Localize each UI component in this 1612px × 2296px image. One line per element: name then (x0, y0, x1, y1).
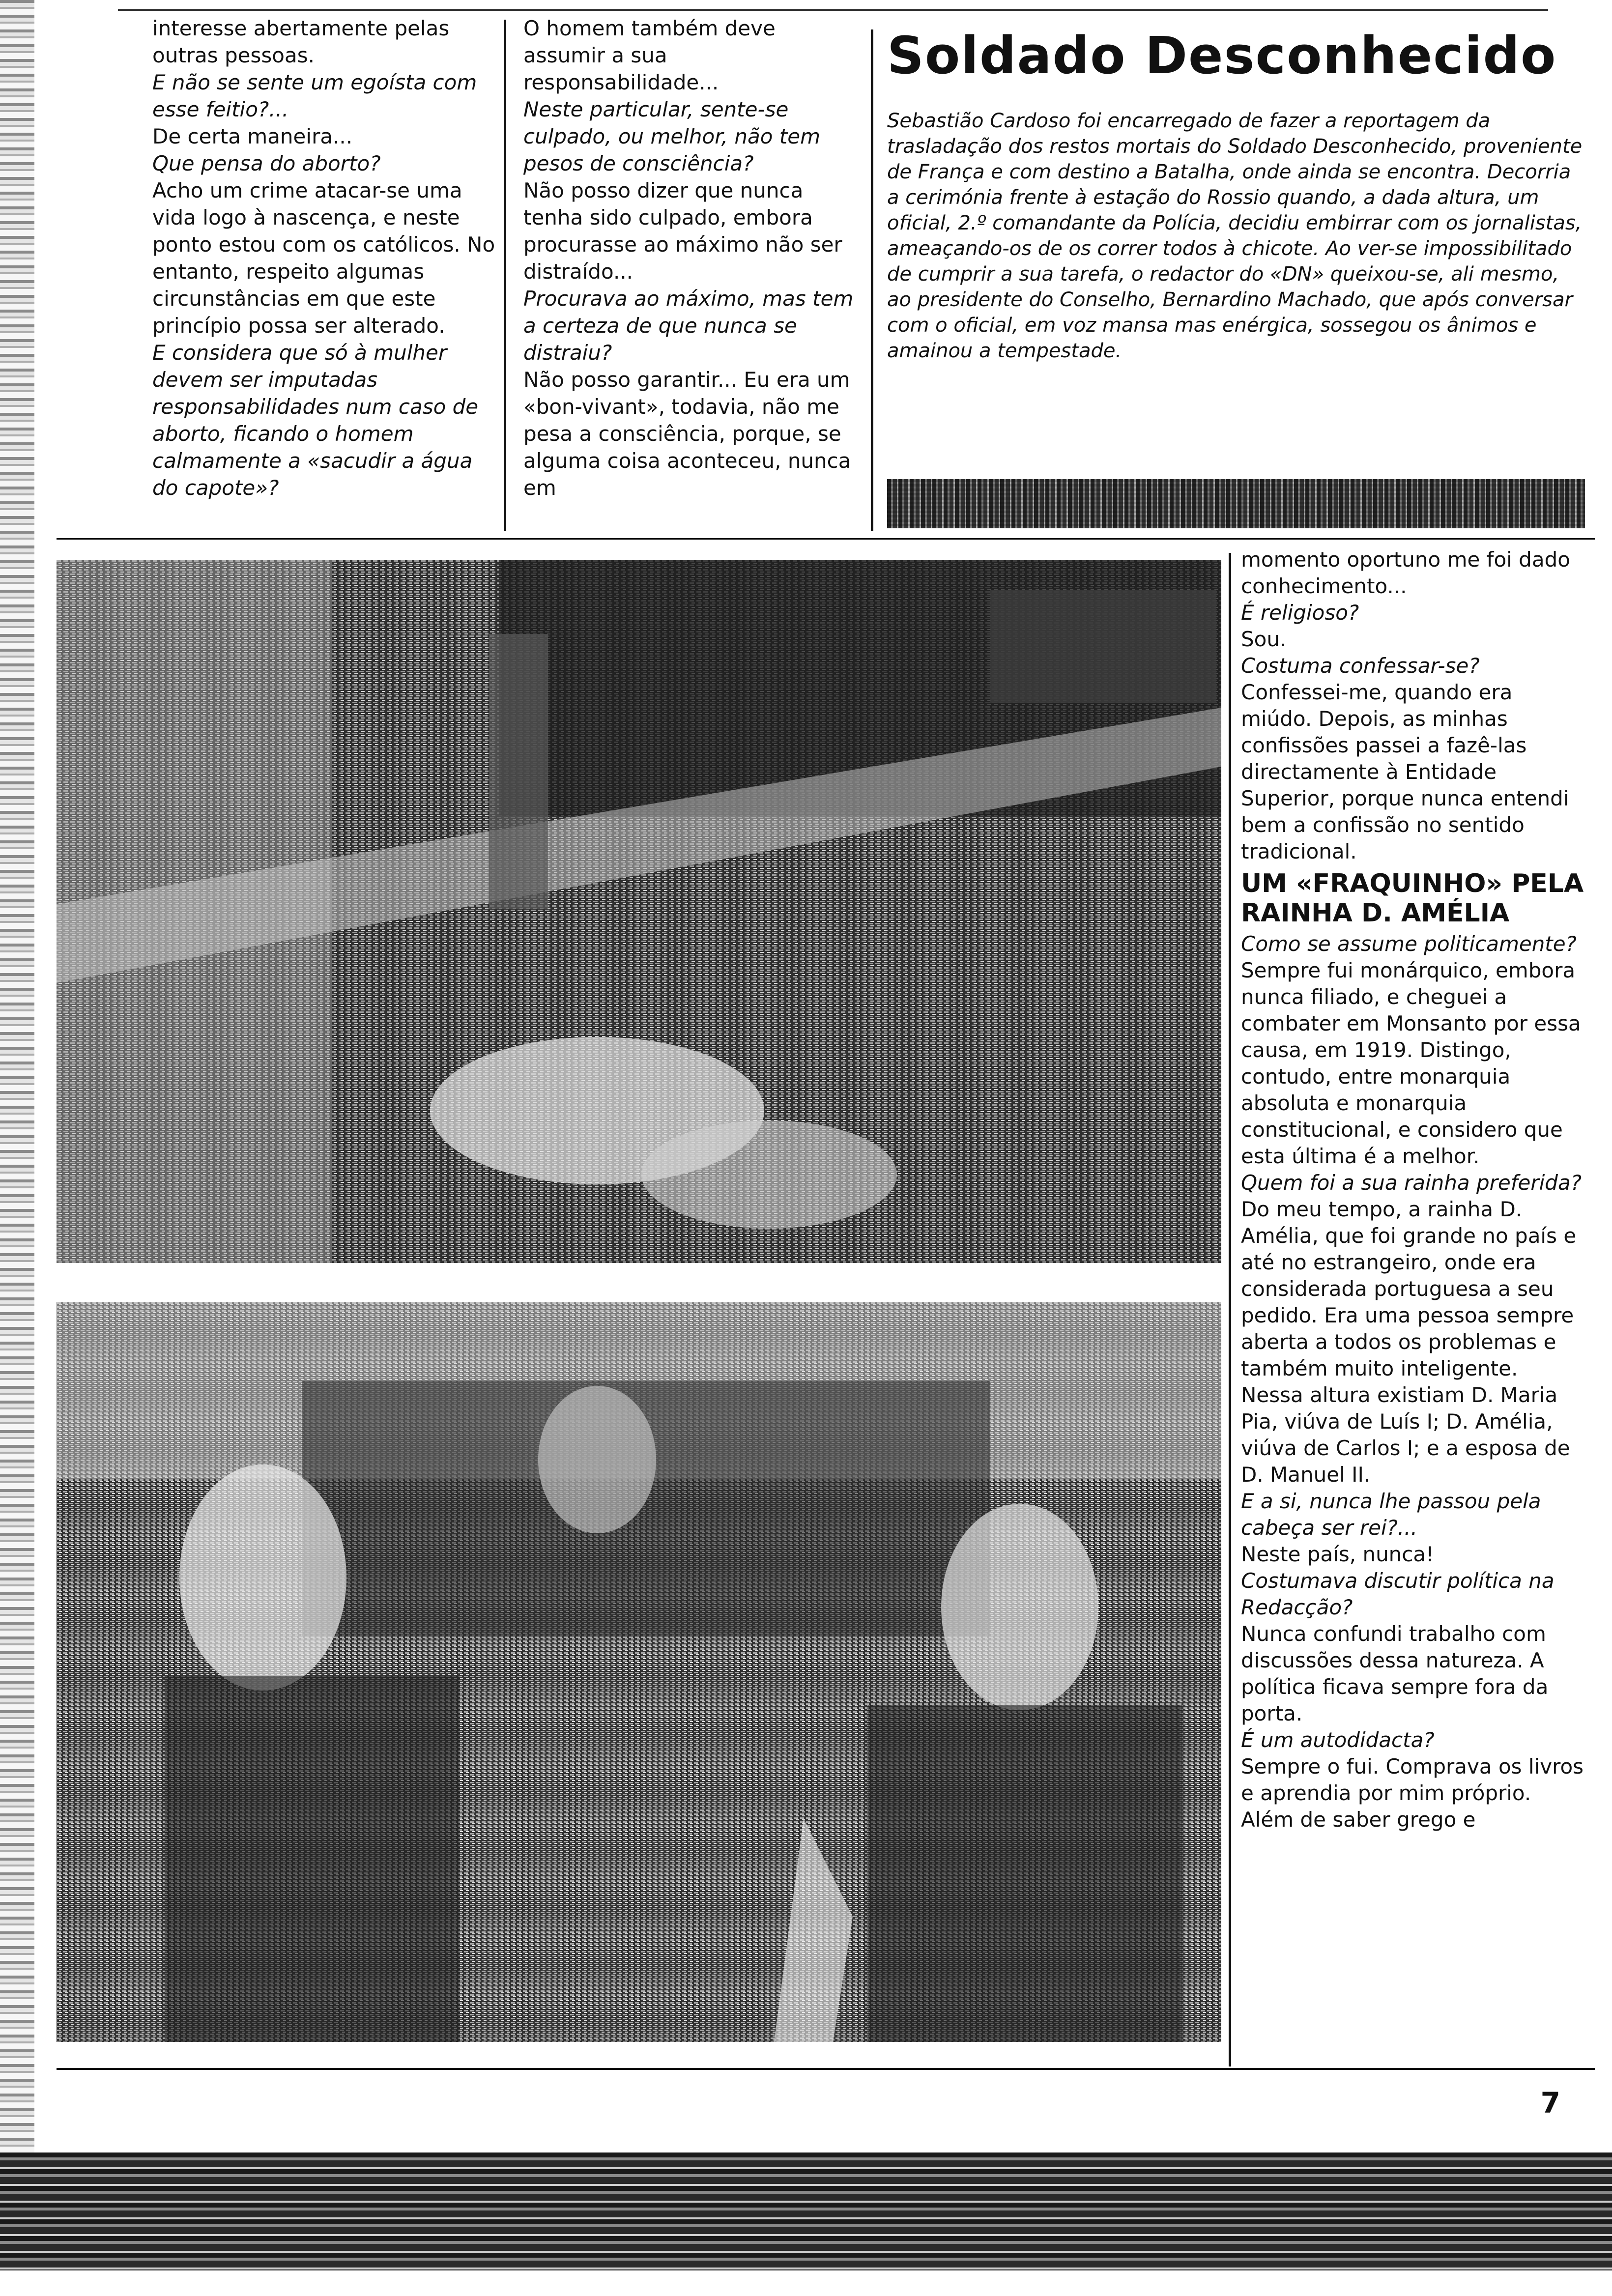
interview-question: Neste particular, sente-se culpado, ou melhor, não tem pesos de consciência? (523, 97, 820, 175)
interview-question: E não se sente um egoísta com esse feitio?... (152, 70, 477, 121)
interview-question: Que pensa do aborto? (152, 151, 381, 175)
interview-answer: Não posso dizer que nunca tenha sido culpado, embora procurasse ao máximo não ser distraído... (523, 178, 842, 284)
interview-column-3-bottom (1241, 931, 1585, 1833)
interview-answer: Sou. (1241, 627, 1287, 651)
column-divider-2 (871, 29, 873, 531)
interview-answer: Do meu tempo, a rainha D. Amélia, que foi grande no país e até no estrangeiro, onde era considerada portuguesa a seu pedido. Era uma pessoa sempre aberta a todos os problemas e também muito inteligente. Nessa altura existiam D. Maria Pia, viúva de Luís I; D. Amélia, viúva de Carlos I; e a esposa de D. Manuel II. (1241, 1197, 1577, 1487)
interview-answer: De certa maneira... (152, 124, 353, 148)
scan-bottom-texture (0, 2152, 1612, 2270)
interview-question: Costuma confessar-se? (1241, 654, 1480, 678)
article-lede: Sebastião Cardoso foi encarregado de fazer a reportagem da trasladação dos restos mortais do Soldado Desconhecido, proveniente de França e com destino a Batalha, onde ainda se encontra. Decorria a cerimónia frente à estação do Rossio quando, a dada altura, um oficial, 2.º comandante da Polícia, decidiu embirrar com os jornalistas, ameaçando-os de os correr todos à chicote. Ao ver-se impossibilitado de cumprir a sua tarefa, o redactor do «DN» queixou-se, ali mesmo, ao presidente do Conselho, Bernardino Machado, que após conversar com o oficial, em voz mansa mas enérgica, sossegou os ânimos e amainou a tempestade. (887, 110, 1583, 362)
interview-question: Procurava ao máximo, mas tem a certeza de que nunca se distraiu? (523, 287, 854, 365)
interview-answer: Confessei-me, quando era miúdo. Depois, as minhas confissões passei a fazê-las directamente à Entidade Superior, porque nunca entendi bem a confissão no sentido tradicional. (1241, 680, 1569, 863)
interview-column-3 (1241, 546, 1585, 1833)
photo-group-portrait (57, 1302, 1221, 2042)
interview-answer: O homem também deve assumir a sua responsabilidade... (523, 16, 776, 94)
page-number: 7 (1540, 2086, 1560, 2120)
interview-answer: momento oportuno me foi dado conhecimento... (1241, 547, 1570, 598)
scan-edge-texture (0, 0, 34, 2152)
interview-answer: Não posso garantir... Eu era um «bon-vivant», todavia, não me pesa a consciência, porque, se alguma coisa aconteceu, nunca em (523, 368, 851, 500)
interview-question: Quem foi a sua rainha preferida? (1241, 1171, 1582, 1195)
interview-question: E a si, nunca lhe passou pela cabeça ser rei?... (1241, 1489, 1541, 1540)
decorative-texture-bar (887, 479, 1585, 528)
interview-answer: interesse abertamente pelas outras pessoas. (152, 16, 450, 67)
article-headline: Soldado Desconhecido (887, 26, 1557, 86)
interview-question: É religioso? (1241, 601, 1359, 625)
interview-column-2 (523, 15, 858, 501)
column-divider-1 (504, 20, 506, 531)
interview-answer: Nunca confundi trabalho com discussões dessa natureza. A política ficava sempre fora da porta. (1241, 1622, 1549, 1725)
interview-question: Costumava discutir política na Redacção? (1241, 1569, 1554, 1619)
interview-answer: Acho um crime atacar-se uma vida logo à nascença, e neste ponto estou com os católicos. No entanto, respeito algumas circunstâncias em que este princípio possa ser alterado. (152, 178, 495, 338)
interview-column-3-top (1241, 546, 1585, 865)
interview-question: E considera que só à mulher devem ser imputadas responsabilidades num caso de aborto, ficando o homem calmamente a «sacudir a água do capote»? (152, 341, 479, 500)
interview-column-1 (152, 15, 496, 501)
column-divider-3 (1229, 553, 1231, 2066)
interview-answer: Sempre fui monárquico, embora nunca filiado, e cheguei a combater em Monsanto por essa causa, em 1919. Distingo, contudo, entre monarquia absoluta e monarquia constitucional, e considero que esta última é a melhor. (1241, 958, 1581, 1168)
section-subhead: UM «FRAQUINHO» PELA RAINHA D. AMÉLIA (1241, 869, 1584, 928)
interview-question: Como se assume politicamente? (1241, 932, 1577, 956)
top-rule (118, 9, 1548, 11)
interview-answer: Neste país, nunca! (1241, 1542, 1434, 1566)
bottom-rule (57, 2068, 1595, 2070)
photo-ceremony-scene (57, 560, 1221, 1263)
interview-question: É um autodidacta? (1241, 1728, 1435, 1752)
horizontal-rule (57, 538, 1595, 540)
interview-answer: Sempre o fui. Comprava os livros e aprendia por mim próprio. Além de saber grego e (1241, 1754, 1584, 1832)
